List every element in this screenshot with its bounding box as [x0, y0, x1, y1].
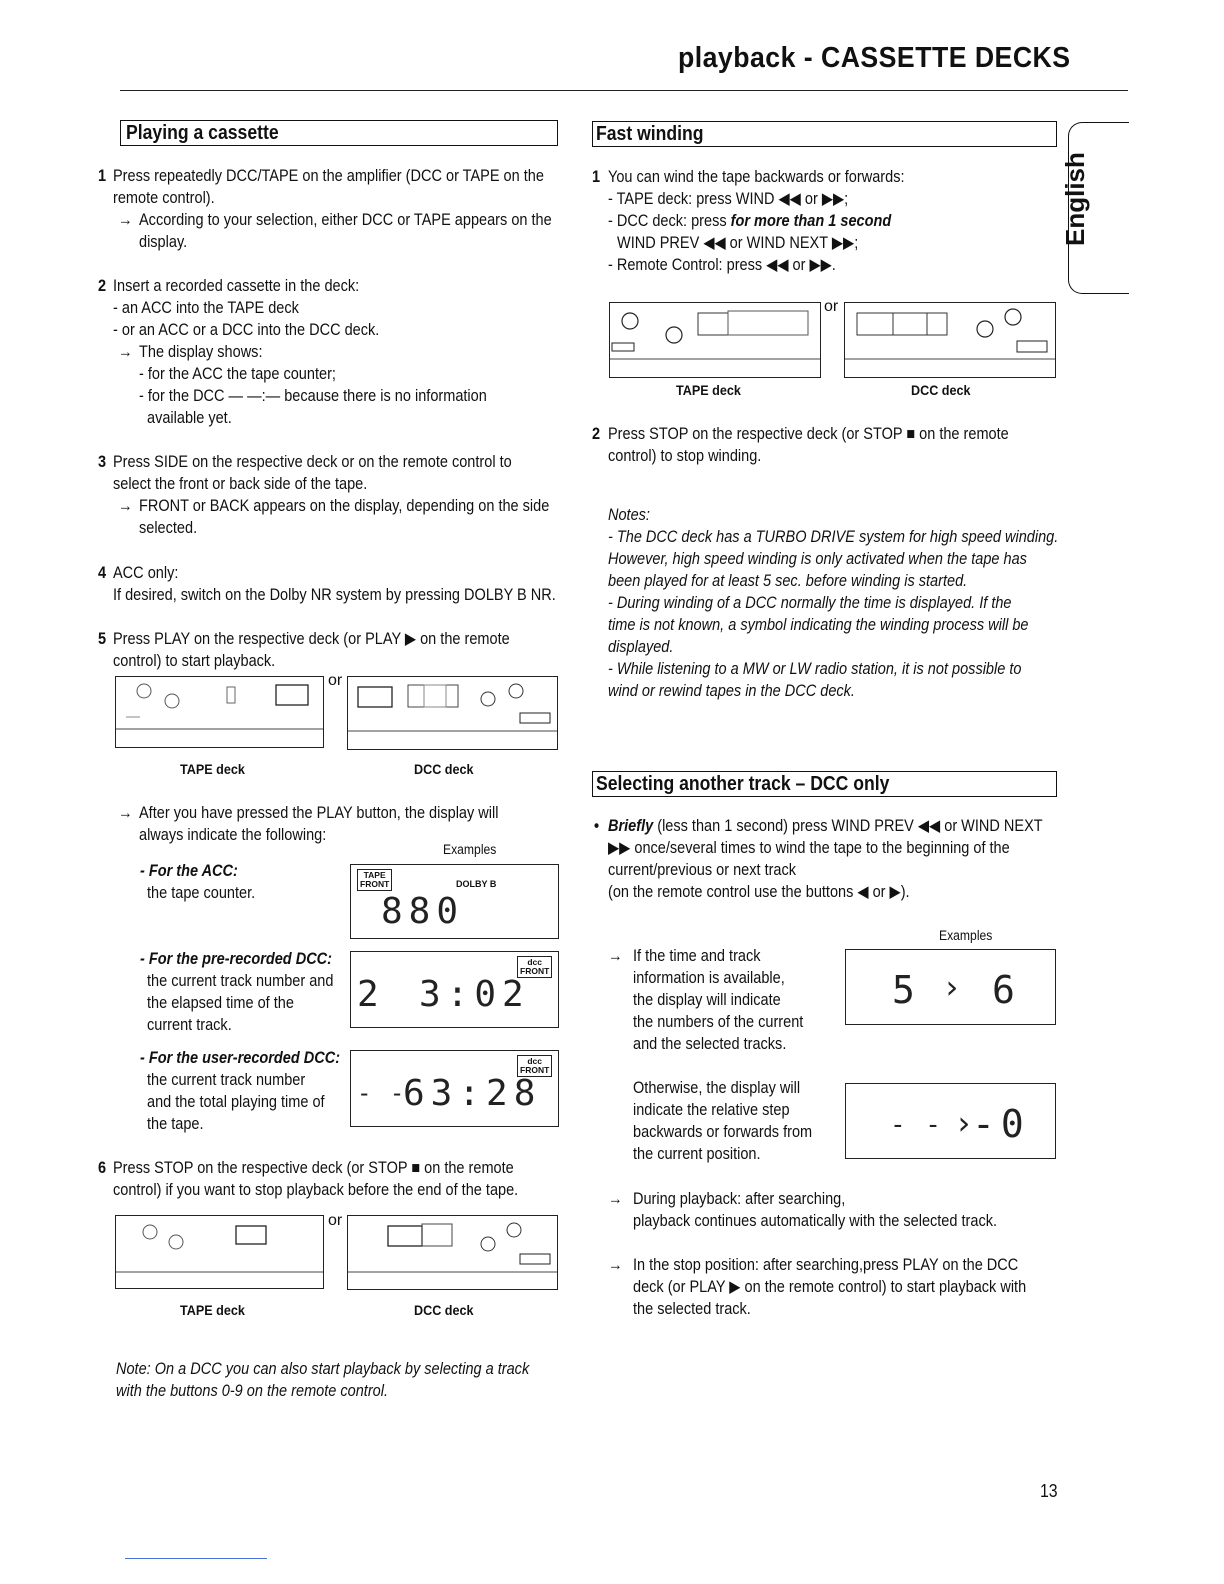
notes-text: displayed.: [608, 638, 674, 656]
notes-text: - During winding of a DCC normally the time is displayed. If the: [608, 594, 1012, 612]
userrec-desc: the current track number: [147, 1071, 306, 1089]
step-text: If desired, switch on the Dolby NR system by pressing DOLBY B NR.: [113, 586, 556, 604]
arrow-icon: →: [608, 1190, 623, 1208]
arrow-icon: →: [608, 1256, 623, 1274]
dcc-deck-drawing: [845, 303, 1055, 377]
notes-title: Notes:: [608, 506, 650, 524]
dcc-deck-illustration: [347, 676, 558, 750]
tape-front-badge: TAPE FRONT: [357, 869, 392, 891]
acc-display: [350, 864, 559, 939]
step-text: control) if you want to stop playback before the end of the tape.: [113, 1181, 519, 1199]
examples-label: Examples: [443, 842, 497, 857]
tape-deck-caption: TAPE deck: [676, 382, 741, 398]
info-text: indicate the relative step: [633, 1101, 790, 1119]
total-time-digits: 63:28: [403, 1073, 542, 1114]
notes-text: - While listening to a MW or LW radio station, it is not possible to: [608, 660, 1022, 678]
section-title-selecting: Selecting another track – DCC only: [596, 773, 890, 795]
step-result: After you have pressed the PLAY button, the display will: [139, 804, 499, 822]
select-text: ▶▶ once/several times to wind the tape to the beginning of the: [608, 839, 1010, 857]
userrec-desc: the tape.: [147, 1115, 204, 1133]
step-text: - TAPE deck: press WIND ◀◀ or ▶▶;: [608, 190, 849, 208]
step-number: 6: [98, 1159, 107, 1177]
notes-text: However, high speed winding is only activated when the tape has: [608, 550, 1027, 568]
info-text: the current position.: [633, 1145, 761, 1163]
tape-deck-illustration: [115, 676, 324, 748]
info-text: During playback: after searching,: [633, 1190, 846, 1208]
arrow-icon: →: [118, 211, 133, 229]
step-text: control) to stop winding.: [608, 447, 762, 465]
arrow-icon: →: [608, 947, 623, 965]
step-text: remote control).: [113, 189, 215, 207]
notes-text: time is not known, a symbol indicating the winding process will be: [608, 616, 1029, 634]
track-select-display: [845, 949, 1056, 1025]
info-text: Otherwise, the display will: [633, 1079, 801, 1097]
notes-text: - The DCC deck has a TURBO DRIVE system for high speed winding.: [608, 528, 1059, 546]
step-text: - Remote Control: press ◀◀ or ▶▶.: [608, 256, 836, 274]
step-number: 3: [98, 453, 107, 471]
step-result: The display shows:: [139, 343, 263, 361]
step-text: control) to start playback.: [113, 652, 276, 670]
select-text: (on the remote control use the buttons ◀ or ▶).: [608, 883, 910, 901]
step-result: According to your selection, either DCC or TAPE appears on the: [139, 211, 552, 229]
emphasis: Briefly: [608, 817, 654, 835]
section-title-playing: Playing a cassette: [126, 122, 279, 144]
acc-title: - For the ACC:: [140, 862, 238, 880]
info-text: If the time and track: [633, 947, 761, 965]
note-text: Note: On a DCC you can also start playback by selecting a track: [116, 1360, 530, 1378]
step-result: available yet.: [147, 409, 232, 427]
userrec-display: [350, 1050, 559, 1127]
step-text: You can wind the tape backwards or forwards:: [608, 168, 905, 186]
dcc-deck-illustration: [347, 1215, 558, 1290]
step-text: Insert a recorded cassette in the deck:: [113, 277, 360, 295]
step-text: Press PLAY on the respective deck (or PLAY ▶ on the remote: [113, 630, 510, 648]
info-text: deck (or PLAY ▶ on the remote control) to start playback with: [633, 1278, 1027, 1296]
header-rule: [120, 90, 1128, 91]
track-number-digit: 2: [357, 974, 385, 1015]
direction-arrow: ›: [954, 1104, 980, 1142]
or-label: or: [328, 1212, 343, 1229]
acc-desc: the tape counter.: [147, 884, 256, 902]
step-result: FRONT or BACK appears on the display, depending on the side: [139, 497, 550, 515]
info-text: information is available,: [633, 969, 785, 987]
relative-step-display: [845, 1083, 1056, 1159]
step-text: Press repeatedly DCC/TAPE on the amplifier (DCC or TAPE on the: [113, 167, 544, 185]
note-text: with the buttons 0-9 on the remote control.: [116, 1382, 389, 1400]
step-text: WIND PREV ◀◀ or WIND NEXT ▶▶;: [617, 234, 859, 252]
tape-deck-drawing: [610, 303, 820, 377]
step-result: always indicate the following:: [139, 826, 327, 844]
selected-track-digit: 6: [992, 968, 1021, 1012]
prerec-desc: the elapsed time of the: [147, 994, 294, 1012]
tape-counter-digits: 880: [381, 891, 465, 932]
bullet-icon: •: [594, 817, 600, 835]
page-title: playback - CASSETTE DECKS: [678, 42, 1071, 74]
userrec-title: - For the user-recorded DCC:: [140, 1049, 341, 1067]
language-tab-label: English: [1060, 152, 1090, 246]
step-number: 1: [98, 167, 107, 185]
info-text: the selected track.: [633, 1300, 751, 1318]
info-text: In the stop position: after searching,press PLAY on the DCC: [633, 1256, 1019, 1274]
arrow-icon: →: [118, 804, 133, 822]
prerec-desc: the current track number and: [147, 972, 334, 990]
tape-deck-drawing: [116, 677, 323, 747]
direction-arrow: ›: [942, 968, 968, 1006]
prerec-title: - For the pre-recorded DCC:: [140, 950, 333, 968]
info-text: playback continues automatically with the selected track.: [633, 1212, 998, 1230]
tape-deck-caption: TAPE deck: [180, 761, 245, 777]
step-text: - DCC deck: press for more than 1 second: [608, 212, 892, 230]
examples-label: Examples: [939, 928, 993, 943]
emphasis: for more than 1 second: [730, 212, 892, 230]
step-result: display.: [139, 233, 188, 251]
notes-text: wind or rewind tapes in the DCC deck.: [608, 682, 855, 700]
dcc-deck-drawing: [348, 677, 557, 749]
step-number: 5: [98, 630, 107, 648]
step-dashes: - -: [890, 1110, 943, 1140]
step-result: selected.: [139, 519, 198, 537]
step-text: select the front or back side of the tape.: [113, 475, 368, 493]
tape-deck-drawing: [116, 1216, 323, 1288]
select-text: Briefly (less than 1 second) press WIND PREV ◀◀ or WIND NEXT: [608, 817, 1043, 835]
arrow-icon: →: [118, 343, 133, 361]
step-text: - or an ACC or a DCC into the DCC deck.: [113, 321, 380, 339]
step-text: Press SIDE on the respective deck or on the remote control to: [113, 453, 512, 471]
dcc-deck-illustration: [844, 302, 1056, 378]
step-digit: -0: [972, 1102, 1030, 1146]
info-text: the display will indicate: [633, 991, 781, 1009]
notes-text: been played for at least 5 sec. before winding is started.: [608, 572, 968, 590]
step-number: 2: [592, 425, 601, 443]
step-result: - for the DCC — —:— because there is no information: [139, 387, 487, 405]
step-text: Press STOP on the respective deck (or STOP ■ on the remote: [113, 1159, 514, 1177]
step-number: 1: [592, 168, 601, 186]
dcc-front-badge: dcc FRONT: [517, 956, 552, 978]
info-text: the numbers of the current: [633, 1013, 804, 1031]
select-text: current/previous or next track: [608, 861, 797, 879]
arrow-icon: →: [118, 497, 133, 515]
info-text: and the selected tracks.: [633, 1035, 787, 1053]
tape-deck-illustration: [609, 302, 821, 378]
tape-deck-illustration: [115, 1215, 324, 1289]
footer-rule: [125, 1558, 267, 1559]
userrec-desc: and the total playing time of: [147, 1093, 325, 1111]
prerec-desc: current track.: [147, 1016, 232, 1034]
dcc-deck-caption: DCC deck: [414, 761, 474, 777]
dcc-deck-drawing: [348, 1216, 557, 1289]
track-dashes: - -: [357, 1079, 407, 1107]
section-title-fast-winding: Fast winding: [596, 123, 704, 145]
prerec-display: [350, 951, 559, 1028]
tape-deck-caption: TAPE deck: [180, 1302, 245, 1318]
step-text: Press STOP on the respective deck (or STOP ■ on the remote: [608, 425, 1009, 443]
dolby-indicator: DOLBY B: [456, 879, 497, 889]
or-label: or: [824, 298, 839, 315]
step-result: - for the ACC the tape counter;: [139, 365, 336, 383]
or-label: or: [328, 672, 343, 689]
step-text: ACC only:: [113, 564, 179, 582]
dcc-deck-caption: DCC deck: [414, 1302, 474, 1318]
info-text: backwards or forwards from: [633, 1123, 813, 1141]
step-number: 2: [98, 277, 107, 295]
page-number: 13: [1040, 1481, 1058, 1501]
dcc-front-badge: dcc FRONT: [517, 1055, 552, 1077]
elapsed-time-digits: 3:02: [419, 974, 530, 1015]
step-number: 4: [98, 564, 107, 582]
step-text: - an ACC into the TAPE deck: [113, 299, 299, 317]
current-track-digit: 5: [892, 968, 921, 1012]
dcc-deck-caption: DCC deck: [911, 382, 971, 398]
